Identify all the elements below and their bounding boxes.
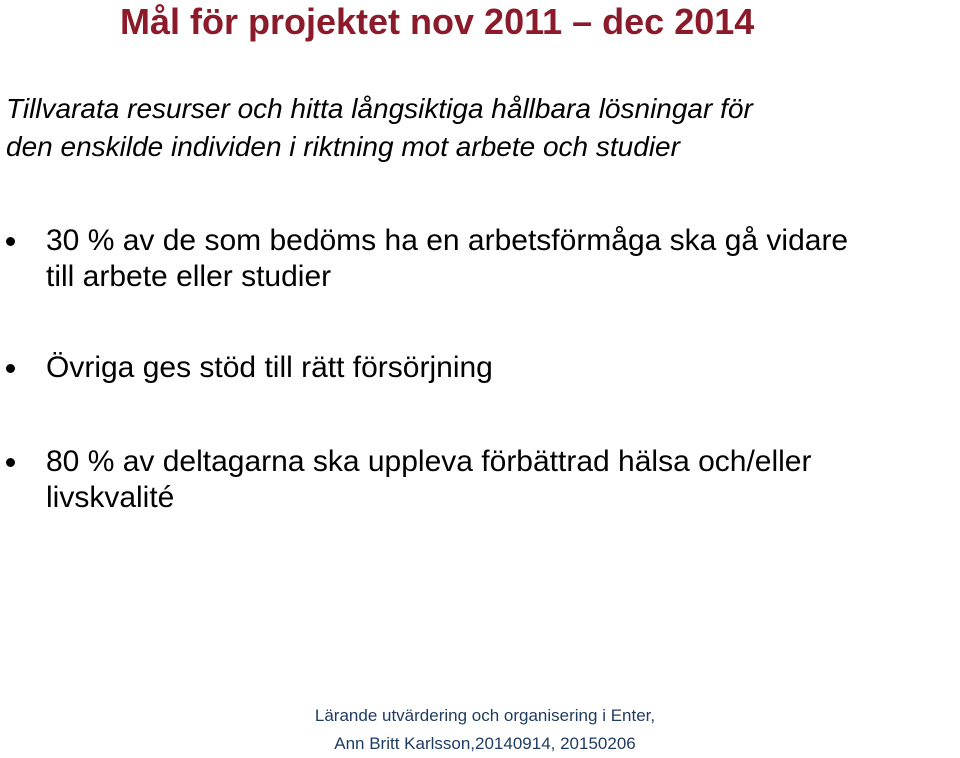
bullet-dot-icon xyxy=(6,237,15,246)
slide-title: Mål för projektet nov 2011 – dec 2014 xyxy=(120,1,755,42)
bullet-line: 80 % av deltagarna ska uppleva förbättrad hälsa och/eller xyxy=(46,445,812,478)
bullet-line: Övriga ges stöd till rätt försörjning xyxy=(46,351,493,384)
bullet-line: livskvalité xyxy=(46,481,175,514)
slide-subtitle xyxy=(6,90,951,166)
bullet-dot-icon xyxy=(6,458,15,467)
footer-line: Lärande utvärdering och organisering i Enter, xyxy=(314,706,656,725)
bullet-line: till arbete eller studier xyxy=(46,260,332,293)
slide-footer xyxy=(270,702,700,758)
subtitle-line: den enskilde individen i riktning mot arbete och studier xyxy=(6,131,680,162)
subtitle-line: Tillvarata resurser och hitta långsiktiga hållbara lösningar för xyxy=(6,93,753,124)
bullet-text xyxy=(46,223,951,295)
bullet-text xyxy=(46,444,951,516)
bullet-dot-icon xyxy=(6,364,15,373)
bullet-line: 30 % av de som bedöms ha en arbetsförmåga ska gå vidare xyxy=(46,224,849,257)
footer-line: Ann Britt Karlsson,20140914, 20150206 xyxy=(334,734,636,753)
bullet-text xyxy=(46,350,951,386)
